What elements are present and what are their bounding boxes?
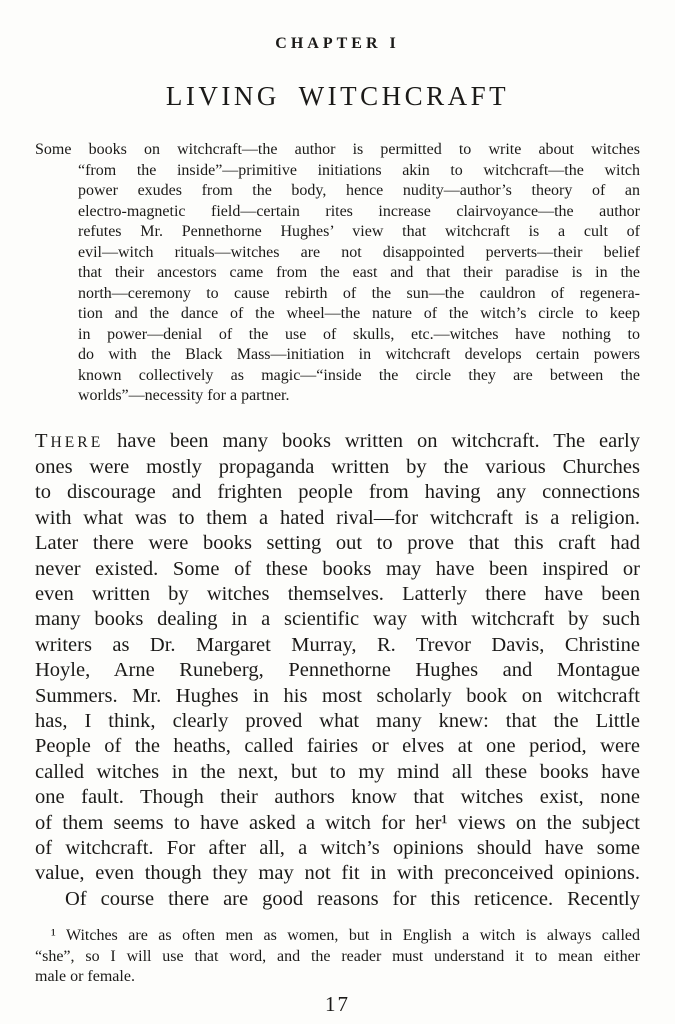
body-line: with what was to them a hated rival—for witchcraft is a religion.: [35, 506, 640, 529]
body-line: never existed. Some of these books may have been inspired or: [35, 557, 640, 580]
synopsis-line: known collectively as magic—“inside the circle they are between the: [78, 366, 640, 384]
synopsis-line: worlds”—necessity for a partner.: [78, 387, 290, 404]
synopsis-line: electro-magnetic field—certain rites increase clairvoyance—the author: [78, 202, 640, 220]
body-line: has, I think, clearly proved what many knew: that the Little: [35, 709, 640, 732]
body-line: Later there were books setting out to prove that this craft had: [35, 532, 640, 555]
footnote-line: ¹ Witches are as often men as women, but in English a witch is always called: [51, 927, 640, 945]
body-line: one fault. Though their authors know that witches exist, none: [35, 786, 640, 809]
lead-smallcaps: HERE: [50, 433, 104, 451]
synopsis-line: tion and the dance of the wheel—the nature of the witch’s circle to keep: [78, 305, 640, 322]
body-line: even written by witches themselves. Latterly there have been: [35, 582, 640, 605]
body-line: Hoyle, Arne Runeberg, Pennethorne Hughes and Montague: [35, 659, 640, 682]
synopsis-line: in power—denial of the use of skulls, etc.—witches have nothing to: [78, 325, 640, 343]
body-text: [35, 429, 640, 913]
body-line: ones were mostly propaganda written by the various Churches: [35, 455, 640, 478]
body-line: called witches in the next, but to my mind all these books have: [35, 760, 640, 783]
body-line: writers as Dr. Margaret Murray, R. Trevor Davis, Christine: [35, 633, 640, 656]
chapter-heading: CHAPTER I: [275, 35, 400, 52]
synopsis-line: Some books on witchcraft—the author is permitted to write about witches: [35, 141, 640, 158]
footnote: [35, 926, 640, 988]
body-first-line: [35, 429, 640, 455]
body-paragraph2-line: Of course there are good reasons for this reticence. Recently: [65, 887, 640, 910]
synopsis-line: do with the Black Mass—initiation in witchcraft develops certain powers: [78, 346, 640, 363]
synopsis-line: power exudes from the body, hence nudity—author’s theory of an: [78, 182, 640, 199]
synopsis-line: refutes Mr. Pennethorne Hughes’ view that witchcraft is a cult of: [78, 223, 640, 240]
body-line: of witchcraft. For after all, a witch’s opinions should have some: [35, 837, 640, 859]
footnote-line: male or female.: [35, 968, 135, 986]
body-line: to discourage and frighten people from having any connections: [35, 481, 640, 504]
synopsis-line: north—ceremony to cause rebirth of the sun—the cauldron of regenera-: [78, 284, 640, 302]
lead-initial-letter: T: [35, 429, 51, 452]
body-line: many books dealing in a scientific way with witchcraft by such: [35, 608, 640, 631]
synopsis-line: that their ancestors came from the east and that their paradise is in the: [78, 264, 640, 281]
synopsis-line: “from the inside”—primitive initiations akin to witchcraft—the witch: [78, 161, 640, 179]
body-line: Summers. Mr. Hughes in his most scholarly book on witchcraft: [35, 684, 640, 707]
footnote-line: “she”, so I will use that word, and the reader must understand it to mean either: [35, 947, 640, 965]
chapter-synopsis: [35, 140, 640, 407]
body-line: of them seems to have asked a witch for her¹ views on the subject: [35, 811, 640, 834]
body-lines: [35, 455, 640, 887]
body-line: People of the heaths, called fairies or elves at one period, were: [35, 735, 640, 758]
page-title: LIVING WITCHCRAFT: [165, 81, 510, 111]
synopsis-line: evil—witch rituals—witches are not disappointed perverts—their belief: [78, 243, 640, 261]
body-first-line-text: have been many books written on witchcraft. The early: [103, 429, 640, 452]
page-number: 17: [325, 991, 350, 1016]
body-line: value, even though they may not fit in with preconceived opinions.: [35, 862, 640, 885]
